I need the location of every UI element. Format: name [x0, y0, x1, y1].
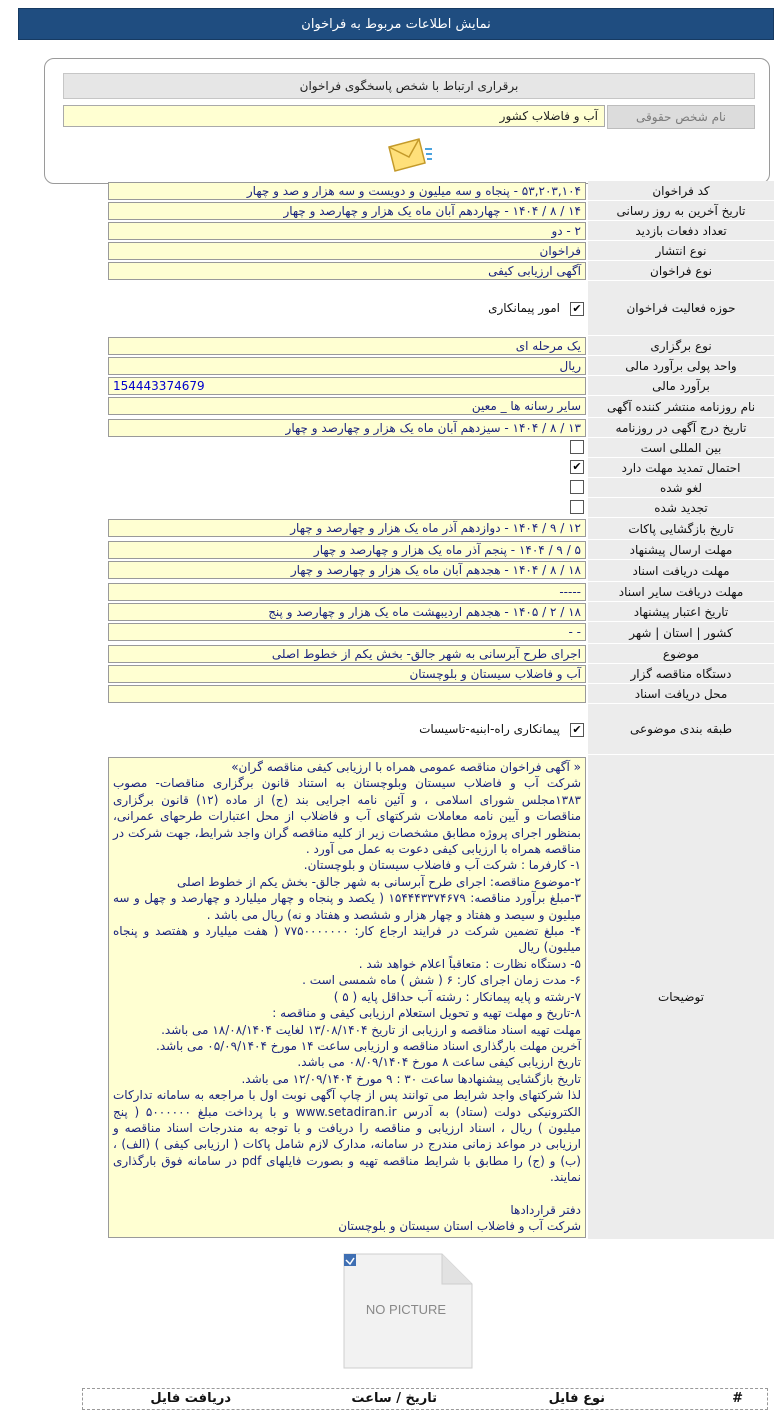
row-holding-type — [0, 336, 774, 356]
international-label: بین المللی است — [588, 438, 774, 458]
page-title: نمایش اطلاعات مربوط به فراخوان — [301, 16, 491, 32]
cancelled-label: لغو شده — [588, 478, 774, 498]
legal-entity-label — [607, 105, 755, 129]
row-newspaper — [0, 396, 774, 418]
files-table-header — [82, 1388, 768, 1410]
cancelled-checkbox[interactable] — [570, 480, 584, 494]
row-location — [0, 622, 774, 644]
doc-deadline-value: ۱۸ / ۸ / ۱۴۰۴ - هجدهم آبان ماه یک هزار و چهارصد و چهار — [108, 561, 586, 579]
row-opening-date — [0, 518, 774, 540]
description-line: آخرین مهلت بارگذاری اسناد مناقصه و ارزیابی ساعت ۱۴ مورخ ۰۵/۰۹/۱۴۰۴ می باشد. — [156, 1038, 581, 1053]
newspaper-value: سایر رسانه ها _ معین — [108, 397, 586, 415]
call-type-label: نوع فراخوان — [588, 261, 774, 281]
legal-entity-value-text: آب و فاضلاب کشور — [499, 109, 598, 123]
row-validity — [0, 602, 774, 622]
description-line: ۵- دستگاه نظارت : متعاقباً اعلام خواهد شد . — [358, 956, 581, 971]
row-category — [0, 704, 774, 755]
location-value: - - — [108, 623, 586, 641]
category-checkbox[interactable]: ✔ — [570, 723, 584, 737]
activity-checkbox[interactable]: ✔ — [570, 302, 584, 316]
description-line: تاریخ بازگشایی پیشنهادها ساعت ۳۰ : ۹ مورخ ۱۲/۰۹/۱۴۰۴ می باشد. — [241, 1071, 581, 1086]
activity-label: حوزه فعالیت فراخوان — [588, 281, 774, 336]
row-renewed — [0, 498, 774, 518]
doc-place-value — [108, 685, 586, 703]
description-line: ۶- مدت زمان اجرای کار: ۶ ( شش ) ماه شمسی است . — [302, 973, 581, 988]
opening-date-label: تاریخ بازگشایی پاکات — [588, 518, 774, 540]
validity-label: تاریخ اعتبار پیشنهاد — [588, 602, 774, 622]
other-doc-deadline-label: مهلت دریافت سایر اسناد — [588, 582, 774, 602]
currency-label: واحد پولی برآورد مالی — [588, 356, 774, 376]
legal-entity-value — [63, 105, 605, 127]
subject-value: اجرای طرح آبرسانی به شهر جالق- بخش یکم از خطوط اصلی — [108, 645, 586, 663]
last-update-label: تاریخ آخرین به روز رسانی — [588, 201, 774, 221]
description-line: دفتر قراردادها — [510, 1202, 581, 1217]
row-subject — [0, 644, 774, 664]
code-value: ۵۳,۲۰۳,۱۰۴ - پنجاه و سه میلیون و دویست و سه هزار و صد و چهار — [108, 182, 586, 200]
holding-type-value: یک مرحله ای — [108, 337, 586, 355]
description-line: ۷-رشته و پایه پیمانکار : رشته آب حداقل پایه ( ۵ ) — [333, 989, 581, 1004]
code-label: کد فراخوان — [588, 181, 774, 201]
files-col-datetime: تاریخ / ساعت — [351, 1391, 437, 1406]
row-cancelled — [0, 478, 774, 498]
publish-type-label: نوع انتشار — [588, 241, 774, 261]
description-line: ۱- کارفرما : شرکت آب و فاضلاب سیستان و بلوچستان. — [303, 858, 581, 873]
renewed-label: تجدید شده — [588, 498, 774, 518]
contact-responder-label: برقراری ارتباط با شخص پاسخگوی فراخوان — [299, 79, 519, 93]
contact-responder-button[interactable] — [63, 73, 755, 99]
description-text — [108, 757, 586, 1238]
last-update-value: ۱۴ / ۸ / ۱۴۰۴ - چهاردهم آبان ماه یک هزار و چهارصد و چهار — [108, 202, 586, 220]
doc-deadline-label: مهلت دریافت اسناد — [588, 560, 774, 582]
description-line: تاریخ ارزیابی کیفی ساعت ۸ مورخ ۰۸/۰۹/۱۴۰۴ می باشد. — [297, 1055, 581, 1070]
doc-place-label: محل دریافت اسناد — [588, 684, 774, 704]
newspaper-date-label: تاریخ درج آگهی در روزنامه — [588, 418, 774, 438]
files-col-download: دریافت فایل — [150, 1391, 231, 1406]
description-line: لذا شرکتهای واجد شرایط می توانند پس از چاپ آگهی نوبت اول با مراجعه به سامانه تدارکات الکترونیکی دولت (ستاد) به آدرس www.setadiran.ir و با پرداخت مبلغ ۵۰۰۰۰۰۰ ( پنج میلیون ) ریال ، اسناد ارزیابی و مناقصه را دریافت و با توجه به مندرجات اسناد مناقصه و ارزیابی در مواعد زمانی مندرج در سامانه، مدارک لازم شامل پاکات ( ارزیابی کیفی ) (الف) ، (ب) و (ج) را مطابق با شرایط مناقصه تهیه و بصورت فایلهای pdf در سامانه فوق بارگذاری نمایند. — [113, 1088, 581, 1185]
submit-deadline-label: مهلت ارسال پیشنهاد — [588, 540, 774, 560]
newspaper-date-value: ۱۳ / ۸ / ۱۴۰۴ - سیزدهم آبان ماه یک هزار و چهارصد و چهار — [108, 419, 586, 437]
subject-label: موضوع — [588, 644, 774, 664]
description-line: ۸-تاریخ و مهلت تهیه و تحویل استعلام ارزیابی کیفی و مناقصه : — [272, 1006, 581, 1021]
row-newspaper-date — [0, 418, 774, 438]
no-picture-image — [338, 1250, 476, 1372]
legal-entity-label-text: نام شخص حقوقی — [636, 110, 726, 124]
activity-value: امور پیمانکاری — [488, 301, 560, 315]
visits-value: ۲ - دو — [108, 222, 586, 240]
row-call-type — [0, 261, 774, 281]
visits-label: تعداد دفعات بازدید — [588, 221, 774, 241]
organizer-value: آب و فاضلاب سیستان و بلوچستان — [108, 665, 586, 683]
publish-type-value: فراخوان — [108, 242, 586, 260]
holding-type-label: نوع برگزاری — [588, 336, 774, 356]
files-col-type: نوع فایل — [548, 1391, 605, 1406]
row-doc-deadline — [0, 560, 774, 582]
page-header — [18, 8, 774, 40]
newspaper-label: نام روزنامه منتشر کننده آگهی — [588, 396, 774, 418]
row-activity — [0, 281, 774, 336]
row-estimate — [0, 376, 774, 396]
international-checkbox[interactable] — [570, 440, 584, 454]
description-line: « آگهی فراخوان مناقصه عمومی همراه با ارزیابی کیفی مناقصه گران» — [231, 760, 581, 774]
validity-value: ۱۸ / ۲ / ۱۴۰۵ - هجدهم اردیبهشت ماه یک هزار و چهارصد و پنج — [108, 603, 586, 621]
description-line: مهلت تهیه اسناد مناقصه و ارزیابی از تاریخ ۱۳/۰۸/۱۴۰۴ لغایت ۱۸/۰۸/۱۴۰۴ می باشد. — [161, 1022, 581, 1037]
description-line: شرکت آب و فاضلاب استان سیستان و بلوچستان — [338, 1218, 581, 1233]
call-type-value: آگهی ارزیابی کیفی — [108, 262, 586, 280]
submit-deadline-value: ۵ / ۹ / ۱۴۰۴ - پنجم آذر ماه یک هزار و چهارصد و چهار — [108, 541, 586, 559]
row-extension — [0, 458, 774, 478]
location-label: کشور | استان | شهر — [588, 622, 774, 644]
row-code — [0, 181, 774, 201]
row-currency — [0, 356, 774, 376]
opening-date-value: ۱۲ / ۹ / ۱۴۰۴ - دوازدهم آذر ماه یک هزار و چهارصد و چهار — [108, 519, 586, 537]
envelope-icon[interactable] — [385, 137, 433, 173]
extension-label: احتمال تمدید مهلت دارد — [588, 458, 774, 478]
row-publish-type — [0, 241, 774, 261]
row-doc-place — [0, 684, 774, 704]
description-line: ۳-مبلغ برآورد مناقصه: ۱۵۴۴۴۳۳۷۴۶۷۹ ( یکصد و پنجاه و چهار میلیارد و چهارصد و چهل و سه میلیون و سیصد و هفتاد و چهار هزار و ششصد و هفتاد و نه) ریال می باشد . — [113, 891, 581, 922]
other-doc-deadline-value: ----- — [108, 583, 586, 601]
organizer-label: دستگاه مناقصه گزار — [588, 664, 774, 684]
description-line: ۲-موضوع مناقصه: اجرای طرح آبرسانی به شهر جالق- بخش یکم از خطوط اصلی — [177, 874, 581, 889]
description-line — [113, 1186, 581, 1202]
description-line: شرکت آب و فاضلاب سیستان وبلوچستان به استناد قانون برگزاری مناقصات- مصوب ۱۳۸۳مجلس شورای اسلامی ، و آئین نامه اجرایی بند (ج) از ماده (۱۲) قانون برگزاری مناقصات و آیین نامه معاملات شرکتهای آب و فاضلاب از محل اعتبارات طرحهای عمرانی، بمنظور اجرای پروژه مطابق مشخصات زیر از کلیه مناقصه گران واجد شرایط، جهت شرکت در مناقصه همراه با ارزیابی کیفی دعوت به عمل می آورد . — [113, 776, 581, 857]
estimate-value: 154443374679 — [108, 377, 586, 395]
currency-value: ریال — [108, 357, 586, 375]
category-value: پیمانکاری راه-ابنیه-تاسیسات — [419, 722, 560, 736]
row-other-doc-deadline — [0, 582, 774, 602]
contact-panel — [44, 58, 770, 184]
row-last-update — [0, 201, 774, 221]
row-submit-deadline — [0, 540, 774, 560]
row-visits — [0, 221, 774, 241]
renewed-checkbox[interactable] — [570, 500, 584, 514]
files-col-index: # — [732, 1391, 743, 1406]
row-international — [0, 438, 774, 458]
no-picture-text: NO PICTURE — [365, 1302, 447, 1317]
row-organizer — [0, 664, 774, 684]
category-label: طبقه بندی موضوعی — [588, 704, 774, 755]
description-label: توضیحات — [588, 755, 774, 1240]
description-line: ۴- مبلغ تضمین شرکت در فرایند ارجاع کار: ۷۷۵۰۰۰۰۰۰۰ ( هفت میلیارد و هفتصد و پنجاه میلیون) ریال — [113, 924, 581, 955]
extension-checkbox[interactable]: ✔ — [570, 460, 584, 474]
estimate-label: برآورد مالی — [588, 376, 774, 396]
